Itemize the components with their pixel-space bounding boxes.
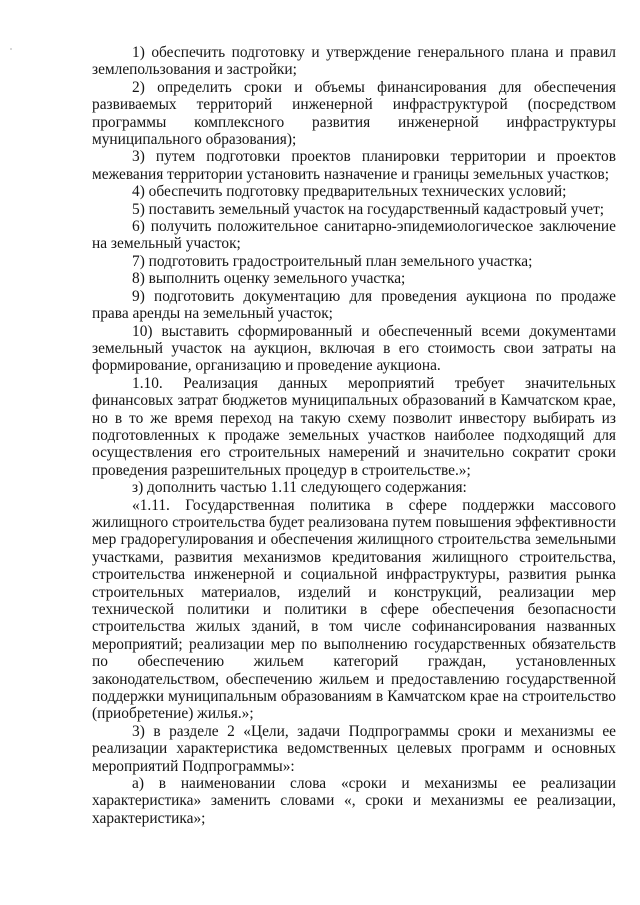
document-body xyxy=(92,44,616,827)
paragraph-item-6: 6) получить положительное санитарно-эпидемиологическое заключение на земельный участок; xyxy=(92,218,616,253)
paragraph-item-3: 3) путем подготовки проектов планировки территории и проектов межевания территории установить назначение и границы земельных участков; xyxy=(92,148,616,183)
paragraph-item-9: 9) подготовить документацию для проведения аукциона по продаже права аренды на земельный участок; xyxy=(92,287,616,323)
paragraph-amendment-3: 3) в разделе 2 «Цели, задачи Подпрограммы сроки и механизмы ее реализации характеристика ведомственных целевых программ и основных мероприятий Подпрограммы»: xyxy=(92,722,616,775)
paragraph-section-1-11: «1.11. Государственная политика в сфере поддержки массового жилищного строительства будет реализована путем повышения эффективности мер градорегулирования и обеспечения жилищного строительства земельными участками, развития механизмов кредитования жилищного строительства, строительства инженерной и социальной инфраструктуры, развития рынка строительных материалов, изделий и конструкций, реализации мер технической политики и политики в сфере обеспечения безопасности строительства жилых зданий, в том числе софинансирования названных мероприятий; реализации мер по выполнению государственных обязательств по обеспечению жильем категорий граждан, установленных законодательством, обеспечению жильем и предоставлению государственной поддержки муниципальным образованиям в Камчатском крае на строительство (приобретение) жилья.»; xyxy=(92,496,616,723)
paragraph-item-2: 2) определить сроки и объемы финансирования для обеспечения развиваемых территорий инженерной инфраструктурой (посредством программы комплексного развития инженерной инфраструктуры муниципального образования); xyxy=(92,78,616,149)
paragraph-item-8: 8) выполнить оценку земельного участка; xyxy=(132,270,406,288)
paragraph-section-1-10: 1.10. Реализация данных мероприятий требует значительных финансовых затрат бюджетов муниципальных образований в Камчатском крае, но в то же время переход на такую схему позволит инвестору выбирать из подготовленных к продаже земельных участков наиболее подходящий для осуществления его строительных намерений и значительно сократит сроки проведения разрешительных процедур в строительстве.»; xyxy=(92,374,616,479)
paragraph-item-4: 4) обеспечить подготовку предварительных технических условий; xyxy=(132,183,567,201)
paragraph-amendment-a: а) в наименовании слова «сроки и механизмы ее реализации характеристика» заменить словами «, сроки и механизмы ее реализации, характеристика»; xyxy=(92,775,616,827)
paragraph-item-10: 10) выставить сформированный и обеспеченный всеми документами земельный участок на аукцион, включая в его стоимость свои затраты на формирование, организацию и проведение аукциона. xyxy=(92,322,616,375)
paragraph-item-5: 5) поставить земельный участок на государственный кадастровый учет; xyxy=(132,200,605,218)
paragraph-item-7: 7) подготовить градостроительный план земельного участка; xyxy=(132,252,533,270)
scan-speck xyxy=(10,48,12,50)
paragraph-item-1: 1) обеспечить подготовку и утверждение генерального плана и правил землепользования и застройки; xyxy=(92,44,616,79)
paragraph-amendment-z: з) дополнить частью 1.11 следующего содержания: xyxy=(132,479,467,497)
